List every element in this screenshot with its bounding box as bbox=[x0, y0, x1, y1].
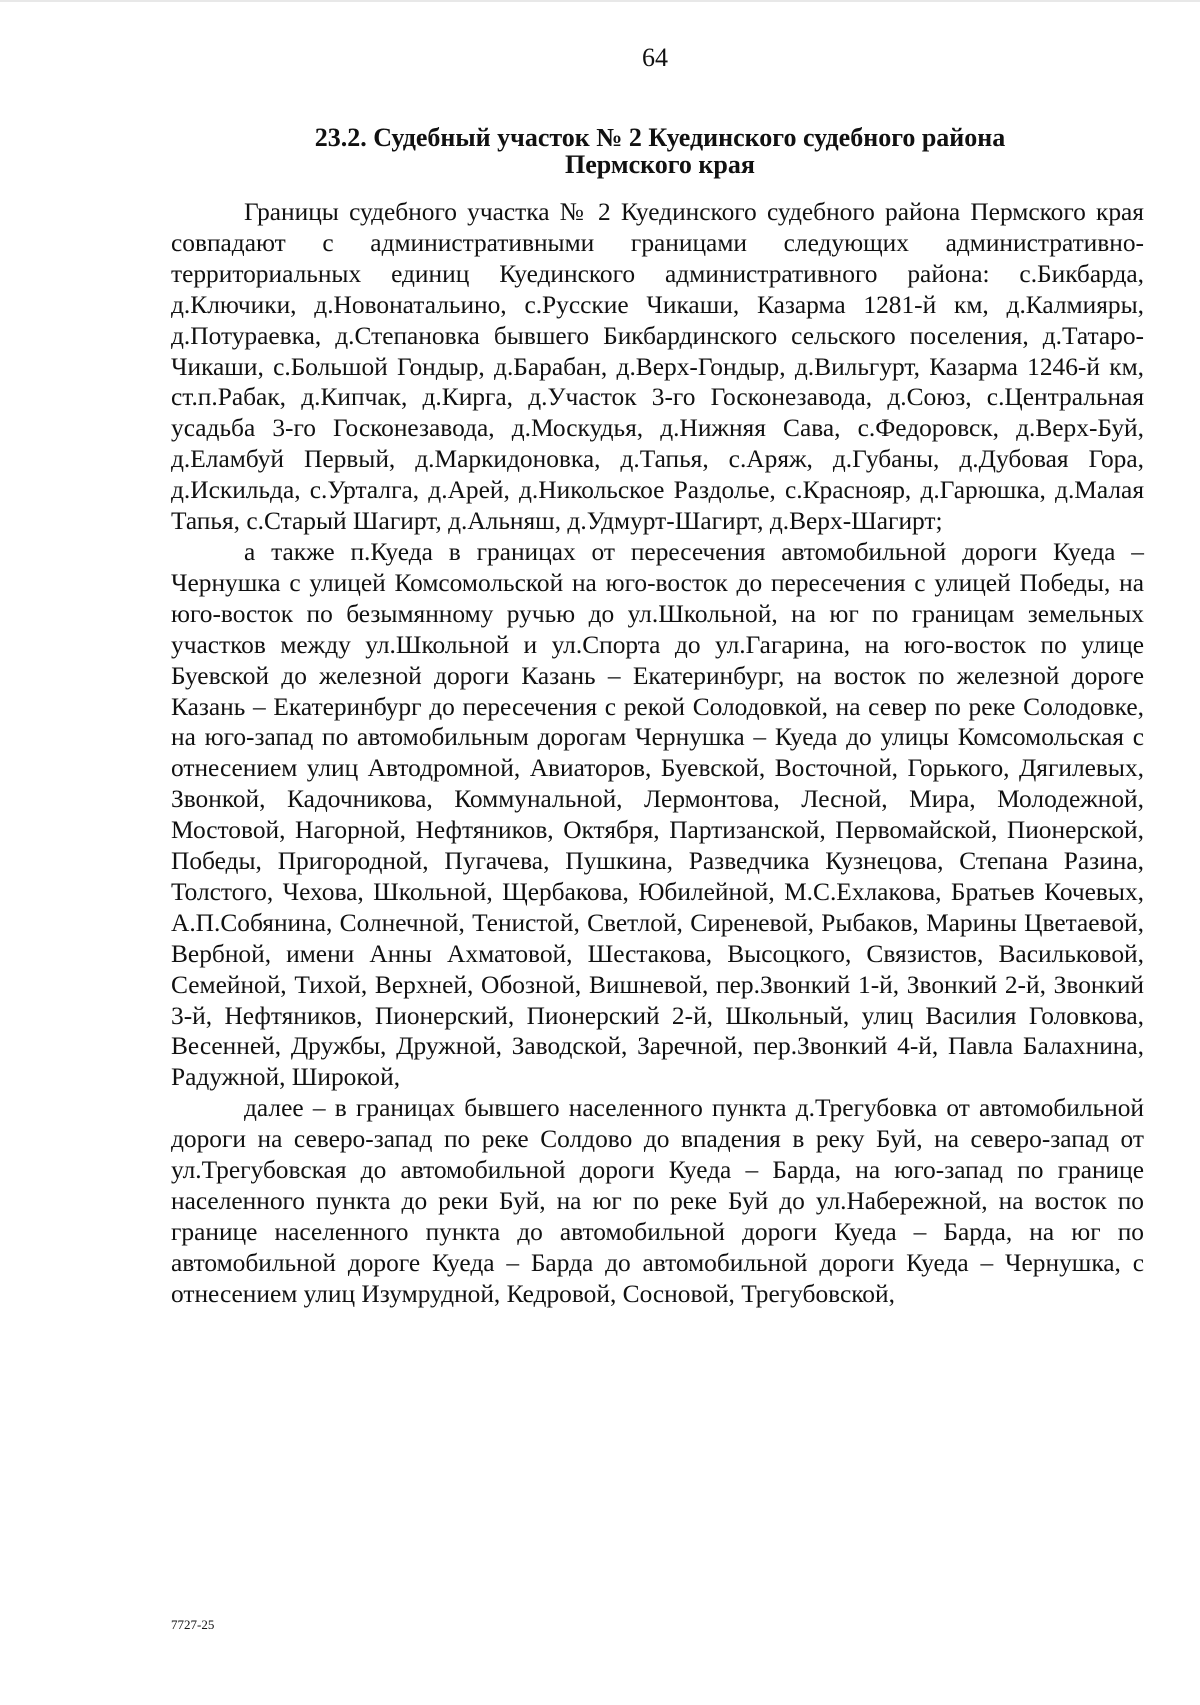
paragraph: далее – в границах бывшего населенного пункта д.Трегубовка от автомобильной дороги на северо-запад по реке Солдово до впадения в реку Буй, на северо-запад от ул.Трегубовская до автомобильной дороги Куеда – Барда, на юго-запад по границе населенного пункта до реки Буй, на юг по реке Буй до ул.Набережной, на восток по границе населенного пункта до автомобильной дороги Куеда – Барда, на юг по автомобильной дороге Куеда – Барда до автомобильной дороги Куеда – Чернушка, с отнесением улиц Изумрудной, Кедровой, Сосновой, Трегубовской, bbox=[171, 1094, 1144, 1308]
paragraph: Границы судебного участка № 2 Куединского судебного района Пермского края совпадают с административными границами следующих административно-территориальных единиц Куединского административного района: с.Бикбарда, д.Ключики, д.Новонатальино, с.Русские Чикаши, Казарма 1281-й км, д.Калмияры, д.Потураевка, д.Степановка бывшего Бикбардинского сельского поселения, д.Татаро-Чикаши, с.Большой Гондыр, д.Барабан, д.Верх-Гондыр, д.Вильгурт, Казарма 1246-й км, ст.п.Рабак, д.Кипчак, д.Кирга, д.Участок 3-го Госконезавода, д.Союз, с.Центральная усадьба 3-го Госконезавода, д.Москудья, д.Нижняя Сава, с.Федоровск, д.Верх-Буй, д.Еламбуй Первый, д.Маркидоновка, д.Тапья, с.Аряж, д.Губаны, д.Дубовая Гора, д.Искильда, с.Урталга, д.Арей, д.Никольское Раздолье, с.Краснояр, д.Гарюшка, д.Малая Тапья, с.Старый Шагирт, д.Альняш, д.Удмурт-Шагирт, д.Верх-Шагирт; bbox=[171, 198, 1144, 536]
page-number: 64 bbox=[642, 43, 668, 72]
scan-edge bbox=[0, 0, 1200, 2]
heading-line-2: Пермского края bbox=[565, 150, 755, 179]
body-text bbox=[171, 197, 1144, 1310]
document-code: 7727-25 bbox=[171, 1617, 215, 1632]
paragraph: а также п.Куеда в границах от пересечения автомобильной дороги Куеда – Чернушка с улицей Комсомольской на юго-восток до пересечения с улицей Победы, на юго-восток по безымянному ручью до ул.Школьной, на юг по границам земельных участков между ул.Школьной и ул.Спорта до ул.Гагарина, на юго-восток по улице Буевской до железной дороги Казань – Екатеринбург, на восток по железной дороге Казань – Екатеринбург до пересечения с рекой Солодовкой, на север по реке Солодовке, на юго-запад по автомобильным дорогам Чернушка – Куеда до улицы Комсомольская с отнесением улиц Автодромной, Авиаторов, Буевской, Восточной, Горького, Дягилевых, Звонкой, Кадочникова, Коммунальной, Лермонтова, Лесной, Мира, Молодежной, Мостовой, Нагорной, Нефтяников, Октября, Партизанской, Первомайской, Пионерской, Победы, Пригородной, Пугачева, Пушкина, Разведчика Кузнецова, Степана Разина, Толстого, Чехова, Школьной, Щербакова, Юбилейной, М.С.Ехлакова, Братьев Кочевых, А.П.Собянина, Солнечной, Тенистой, Светлой, Сиреневой, Рыбаков, Марины Цветаевой, Вербной, имени Анны Ахматовой, Шестакова, Высоцкого, Связистов, Васильковой, Семейной, Тихой, Верхней, Обозной, Вишневой, пер.Звонкий 1-й, Звонкий 2-й, Звонкий 3-й, Нефтяников, Пионерский, Пионерский 2-й, Школьный, улиц Василия Головкова, Весенней, Дружбы, Дружной, Заводской, Заречной, пер.Звонкий 4-й, Павла Балахнина, Радужной, Широкой, bbox=[171, 537, 1144, 1092]
section-heading bbox=[160, 124, 1160, 178]
heading-line-1: 23.2. Судебный участок № 2 Куединского судебного района bbox=[314, 123, 1006, 152]
